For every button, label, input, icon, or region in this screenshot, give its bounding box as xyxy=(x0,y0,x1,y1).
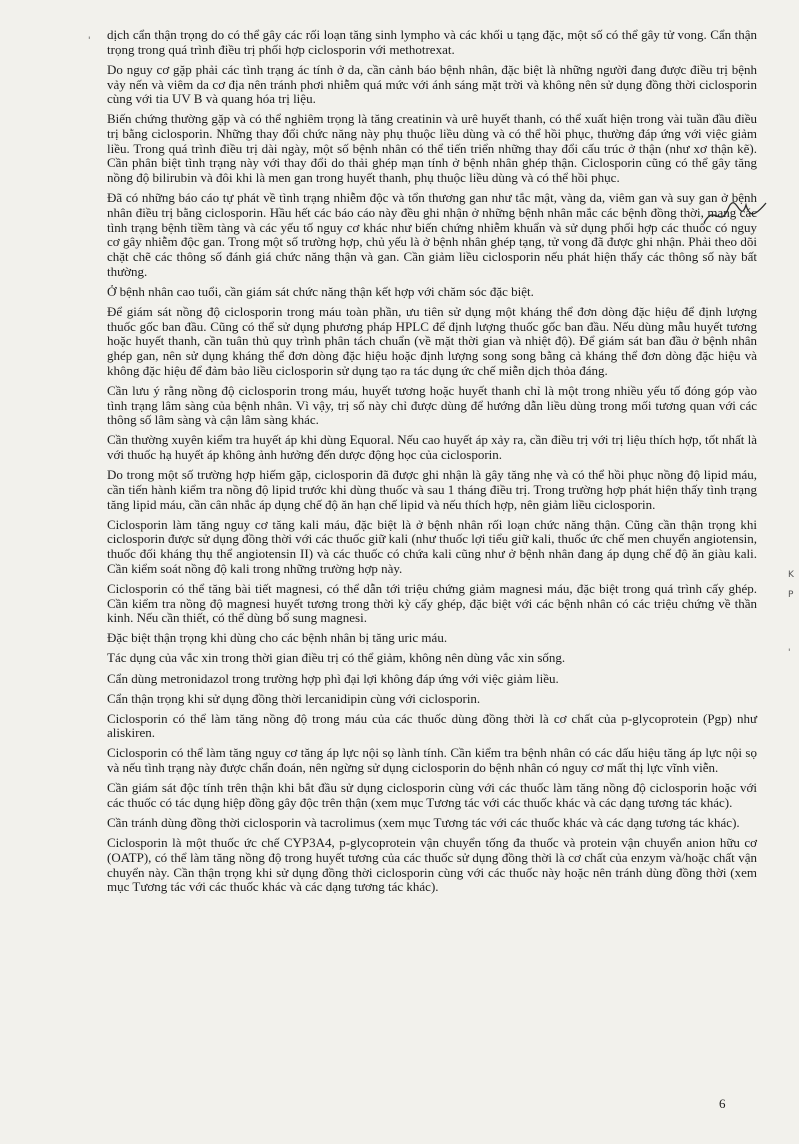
paragraph-pgp: Ciclosporin có thể làm tăng nồng độ trong máu của các thuốc dùng đồng thời là cơ chất của p-glycoprotein (Pgp) như aliskiren. xyxy=(107,710,757,741)
paragraph-cyp3a4: Ciclosporin là một thuốc ức chế CYP3A4, p-glycoprotein vận chuyển tống đa thuốc và protein vận chuyển anion hữu cơ (OATP), có thể làm tăng nồng độ trong huyết tương của các thuốc sử dụng đồng thời là cơ chất của enzym và/hoặc chất vận chuyển này. Cần thận trọng khi sử dụng đồng thời ciclosporin cùng với các thuốc này hoặc nên tránh dùng đồng thời (xem mục Tương tác với các thuốc khác và các dạng tương tác khác). xyxy=(107,835,757,895)
paragraph-potassium: Ciclosporin làm tăng nguy cơ tăng kali máu, đặc biệt là ở bệnh nhân rối loạn chức năng thận. Cũng cần thận trọng khi ciclosporin được sử dụng đồng thời với các thuốc giữ kali (như thuốc lợi tiểu giữ kali, thuốc ức chế men chuyển angiotensin, thuốc đối kháng thụ thể angiotensin II) và các thuốc có chứa kali cũng như ở bệnh nhân đang áp dụng chế độ ăn giàu kali. Cần kiểm soát nồng độ kali trong những trường hợp này. xyxy=(107,516,757,576)
margin-mark: ' xyxy=(788,648,791,658)
paragraph-blood-pressure: Cần thường xuyên kiểm tra huyết áp khi dùng Equoral. Nếu cao huyết áp xảy ra, cần điều trị với trị liệu thích hợp, tốt nhất là với thuốc hạ huyết áp không ảnh hưởng đến dược động học của ciclosporin. xyxy=(107,432,757,463)
paragraph-lercanidipine: Cẩn thận trọng khi sử dụng đồng thời lercanidipin cùng với ciclosporin. xyxy=(107,690,481,706)
paragraph-continuation: dịch cẩn thận trọng do có thể gây các rối loạn tăng sinh lympho và các khối u tạng đặc, một số có thể gây tử vong. Cẩn thận trọng trong quá trình điều trị phối hợp ciclosporin với methotrexat. xyxy=(107,27,757,57)
paragraph-metronidazole: Cẩn dùng metronidazol trong trường hợp phì đại lợi không đáp ứng với việc giảm liều. xyxy=(107,670,559,686)
paragraph-vaccine: Tác dụng của vắc xin trong thời gian điều trị có thể giảm, không nên dùng vắc xin sống. xyxy=(107,650,566,666)
margin-mark: K xyxy=(788,570,794,580)
document-body xyxy=(107,28,757,900)
margin-mark: ' xyxy=(88,36,91,46)
paragraph-skin-malignancy: Do nguy cơ gặp phải các tình trạng ác tính ở da, cần cảnh báo bệnh nhân, đặc biệt là những người đang được điều trị bệnh vảy nến và viêm da cơ địa nên tránh phơi nhiễm quá mức với ánh sáng mặt trời và không nên sử dụng đồng thời ciclosporin cùng với tia UV B và quang hóa trị liệu. xyxy=(107,61,757,107)
margin-mark: P xyxy=(788,590,794,600)
paragraph-blood-level-note: Cần lưu ý rằng nồng độ ciclosporin trong máu, huyết tương hoặc huyết thanh chỉ là một trong nhiều yếu tố đóng góp vào tình trạng lâm sàng của bệnh nhân. Vì vậy, trị số này chỉ được dùng để hướng dẫn liều dùng trong mối tương quan với các thông số lâm sàng và cận lâm sàng khác. xyxy=(107,382,757,428)
paragraph-hepatotoxicity: Đã có những báo cáo tự phát về tình trạng nhiễm độc và tổn thương gan như tắc mật, vàng da, viêm gan và suy gan ở bệnh nhân điều trị bằng ciclosporin. Hầu hết các báo cáo này đều ghi nhận ở những bệnh nhân mắc các bệnh đồng thời, mang các tình trạng bệnh tiềm tàng và các yếu tố nguy cơ khác như biến chứng nhiễm khuẩn và sử dụng phối hợp các thuốc có nguy cơ gây nhiễm độc gan. Trong một số trường hợp, chủ yếu là ở bệnh nhân ghép tạng, tử vong đã được ghi nhận. Phải theo dõi chặt chẽ các thông số đánh giá chức năng thận và gan. Cần giảm liều ciclosporin nếu phát hiện thấy các thông số này bất thường. xyxy=(107,190,757,279)
handwritten-initial-mark xyxy=(700,195,770,235)
paragraph-uric-acid: Đặc biệt thận trọng khi dùng cho các bệnh nhân bị tăng uric máu. xyxy=(107,630,448,646)
paragraph-creatinine: Biến chứng thường gặp và có thể nghiêm trọng là tăng creatinin và urê huyết thanh, có thể xuất hiện trong vài tuần đầu điều trị bằng ciclosporin. Những thay đổi chức năng này phụ thuộc liều dùng và có thể hồi phục, thường đáp ứng với việc giảm liều. Trong quá trình điều trị dài ngày, một số bệnh nhân có thể tiến triển những thay đổi cấu trúc ở thận (như xơ thận kẽ). Cần phân biệt tình trạng này với thay đổi do thải ghép mạn tính ở bệnh nhân ghép thận. Ciclosporin cũng có thể gây tăng nồng độ bilirubin và đôi khi là men gan trong huyết thanh, phụ thuộc liều dùng và có thể hồi phục. xyxy=(107,111,757,186)
paragraph-lipid: Do trong một số trường hợp hiếm gặp, ciclosporin đã được ghi nhận là gây tăng nhẹ và có thể hồi phục nồng độ lipid máu, cần tiến hành kiểm tra nồng độ lipid trước khi dùng thuốc và sau 1 tháng điều trị. Trong trường hợp phát hiện thấy tình trạng tăng lipid máu, cần cân nhắc áp dụng chế độ ăn hạn chế lipid và nếu thích hợp, nên giảm liều ciclosporin. xyxy=(107,467,757,512)
paragraph-magnesium: Ciclosporin có thể tăng bài tiết magnesi, có thể dẫn tới triệu chứng giảm magnesi máu, đặc biệt trong quá trình cấy ghép. Cần kiểm tra nồng độ magnesi huyết tương trong thời kỳ cấy ghép, đặc biệt với các bệnh nhân có các triệu chứng về thần kinh. Nếu cần thiết, có thể dùng bổ sung magnesi. xyxy=(107,580,757,626)
page-number: 6 xyxy=(719,1096,726,1111)
paragraph-intracranial: Ciclosporin có thể làm tăng nguy cơ tăng áp lực nội sọ lành tính. Cần kiểm tra bệnh nhân có các dấu hiệu tăng áp lực nội sọ và nếu tình trạng này được chẩn đoán, nên ngừng sử dụng ciclosporin do bệnh nhân có nguy cơ mất thị lực vĩnh viễn. xyxy=(107,745,757,776)
paragraph-nephrotoxicity: Cần giám sát độc tính trên thận khi bắt đầu sử dụng ciclosporin cùng với các thuốc làm tăng nồng độ ciclosporin hoặc với các thuốc có tác dụng hiệp đồng gây độc trên thận (xem mục Tương tác với các thuốc khác và các dạng tương tác khác). xyxy=(107,780,757,810)
paragraph-tacrolimus: Cần tránh dùng đồng thời ciclosporin và tacrolimus (xem mục Tương tác với các thuốc khác và các dạng tương tác khác). xyxy=(107,815,740,831)
paragraph-elderly: Ở bệnh nhân cao tuổi, cần giám sát chức năng thận kết hợp với chăm sóc đặc biệt. xyxy=(107,283,534,299)
paragraph-monitoring: Để giám sát nồng độ ciclosporin trong máu toàn phần, ưu tiên sử dụng một kháng thể đơn dòng đặc hiệu để định lượng thuốc gốc ban đầu. Cũng có thể sử dụng phương pháp HPLC để định lượng thuốc gốc ban đầu. Nếu dùng mẫu huyết tương hoặc huyết thanh, cần tuân thủ quy trình phân tách chuẩn (về mặt thời gian và nhiệt độ). Để giám sát ban đầu ở bệnh nhân ghép gan, nên sử dụng kháng thể đơn dòng đặc hiệu hoặc định lượng song song bằng cả kháng thể đơn dòng đặc hiệu và không đặc hiệu để đảm bảo liều ciclosporin sử dụng tạo ra tác dụng ức chế miễn dịch thỏa đáng. xyxy=(107,303,757,378)
